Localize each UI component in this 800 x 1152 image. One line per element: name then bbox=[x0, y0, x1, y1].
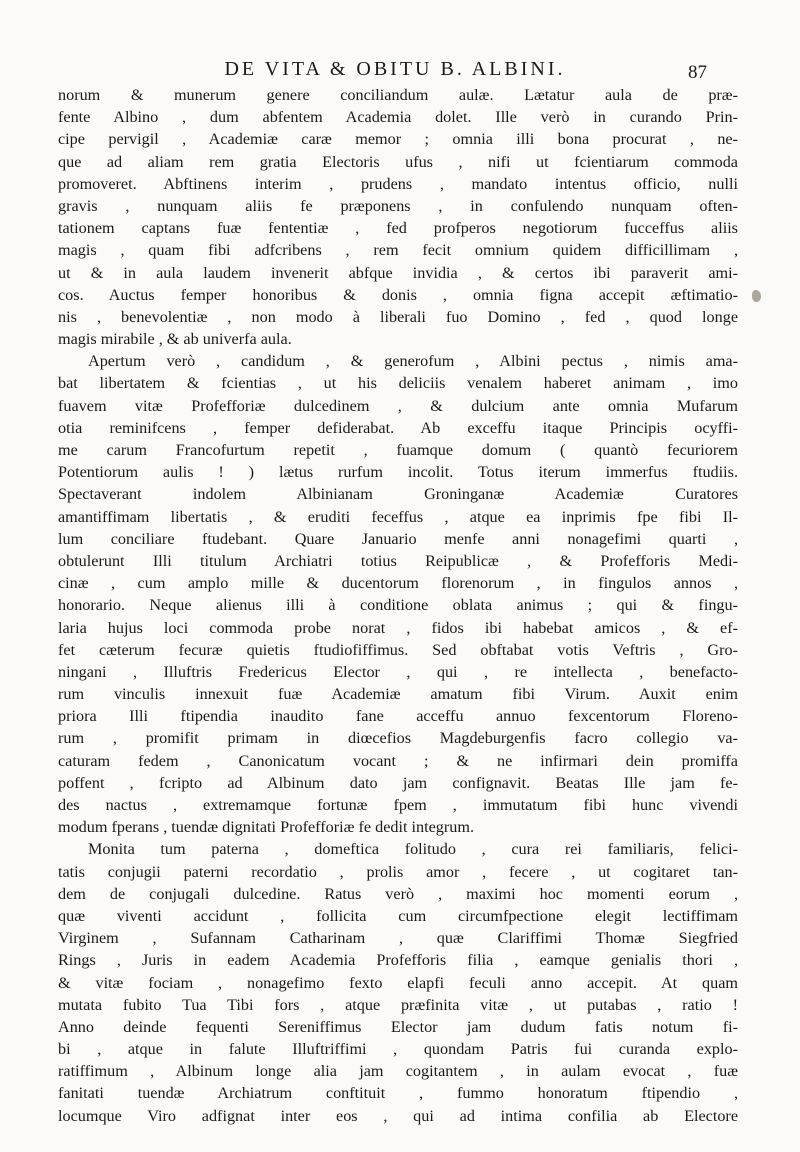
text-line: lum conciliare ftudebant. Quare Januario menfe anni nonagefimi quarti , bbox=[58, 529, 738, 548]
text-line: ut & in aula laudem invenerit abfque invidia , & certos ibi paraverit ami- bbox=[58, 263, 738, 282]
text-line: rum vinculis innexuit fuæ Academiæ amatum fibi Virum. Auxit enim bbox=[58, 685, 738, 704]
text-line: Potentiorum aulis ! ) lætus rurfum incolit. Totus iterum immerfus ftudiis. bbox=[58, 463, 738, 482]
text-line: amantiffimam libertatis , & eruditi feceffus , atque ea inprimis fpe fibi Il- bbox=[58, 507, 738, 526]
text-line: bi , atque in falute Illuftriffimi , quondam Patris fui curanda explo- bbox=[58, 1040, 738, 1059]
text-line: magis , quam fibi adfcribens , rem fecit omnium quidem difficillimam , bbox=[58, 241, 738, 260]
text-line: mutata fubito Tua Tibi fors , atque præfinita vitæ , ut putabas , ratio ! bbox=[58, 995, 738, 1014]
text-line: quæ viventi accidunt , follicita cum circumfpectione elegit lectiffimam bbox=[58, 906, 738, 925]
text-line: obtulerunt Illi titulum Archiatri totius Reipublicæ , & Profefforis Medi- bbox=[58, 551, 738, 570]
text-line: modum fperans , tuendæ dignitati Profefforiæ fe dedit integrum. bbox=[58, 818, 474, 837]
text-line: promoveret. Abftinens interim , prudens , mandato intentus officio, nulli bbox=[58, 174, 738, 193]
text-line: fet cæterum fecuræ quietis ftudiofiffimus. Sed obftabat votis Veftris , Gro- bbox=[58, 640, 738, 659]
text-line: norum & munerum genere conciliandum aulæ. Lætatur aula de præ- bbox=[58, 86, 738, 104]
text-line: Virginem , Sufannam Catharinam , quæ Clariffimi Thomæ Siegfried bbox=[58, 929, 738, 948]
text-line: Spectaverant indolem Albinianam Groninganæ Academiæ Curatores bbox=[58, 485, 738, 504]
text-line: laria hujus loci commoda probe norat , fidos ibi habebat amicos , & ef- bbox=[58, 618, 738, 637]
text-line: cipe pervigil , Academiæ caræ memor ; omnia illi bona procurat , ne- bbox=[58, 130, 738, 149]
text-line: fanitati tuendæ Archiatrum conftituit , fummo honoratum ftipendio , bbox=[58, 1084, 738, 1103]
text-line: fuavem vitæ Profefforiæ dulcedinem , & dulcium ante omnia Mufarum bbox=[58, 396, 738, 415]
text-line: bat libertatem & fcientias , ut his deliciis venalem haberet animam , imo bbox=[58, 374, 738, 393]
text-line: Apertum verò , candidum , & generofum , Albini pectus , nimis ama- bbox=[88, 352, 738, 371]
text-line: priora Illi ftipendia inaudito fane acceffu annuo fexcentorum Floreno- bbox=[58, 707, 738, 726]
text-line: que ad aliam rem gratia Electoris ufus , nifi ut fcientiarum commoda bbox=[58, 152, 738, 171]
text-line: Anno deinde fequenti Sereniffimus Elector jam dudum fatis notum fi- bbox=[58, 1017, 738, 1036]
text-line: tationem captans fuæ fententiæ , fed profperos negotiorum fucceffus aliis bbox=[58, 219, 738, 238]
text-line: ningani , Illuftris Fredericus Elector , qui , re intellecta , benefacto- bbox=[58, 662, 738, 681]
running-head: DE VITA & OBITU B. ALBINI. bbox=[224, 58, 566, 80]
text-line: fente Albino , dum abfentem Academia dolet. Ille verò in curando Prin- bbox=[58, 108, 738, 127]
text-line: poffent , fcripto ad Albinum dato jam confignavit. Beatas Ille jam fe- bbox=[58, 773, 738, 792]
page-number: 87 bbox=[688, 62, 707, 83]
text-line: nis , benevolentiæ , non modo à liberali fuo Domino , fed , quod longe bbox=[58, 307, 738, 326]
text-line: honorario. Neque alienus illi à conditione oblata animus ; qui & fingu- bbox=[58, 596, 738, 615]
text-line: magis mirabile , & ab univerfa aula. bbox=[58, 330, 292, 349]
text-line: me carum Francofurtum repetit , fuamque domum ( quantò fecuriorem bbox=[58, 441, 738, 459]
text-line: ratiffimum , Albinum longe alia jam cogitantem , in aulam evocat , fuæ bbox=[58, 1062, 738, 1081]
text-line: Rings , Juris in eadem Academia Profefforis filia , eamque genialis thori , bbox=[58, 951, 738, 970]
text-line: otia reminifcens , femper defiderabat. Ab exceffu itaque Principis ocyffi- bbox=[58, 418, 738, 437]
body-text bbox=[58, 84, 738, 1127]
text-line: Monita tum paterna , domeftica folitudo , cura rei familiaris, felici- bbox=[88, 840, 738, 859]
text-line: cinæ , cum amplo mille & ducentorum florenorum , in fingulos annos , bbox=[58, 574, 738, 593]
text-line: tatis conjugii paterni recordatio , prolis amor , fecere , ut cogitaret tan- bbox=[58, 862, 738, 881]
text-line: & vitæ fociam , nonagefimo fexto elapfi feculi anno accepit. At quam bbox=[58, 973, 738, 992]
text-line: dem de conjugali dulcedine. Ratus verò , maximi hoc momenti eorum , bbox=[58, 884, 738, 903]
text-line: cos. Auctus femper honoribus & donis , omnia figna accepit æftimatio- bbox=[58, 285, 738, 304]
text-line: gravis , nunquam aliis fe præponens , in confulendo nunquam often- bbox=[58, 196, 738, 215]
ink-blot bbox=[752, 290, 761, 302]
text-line: rum , promifit primam in diœcefios Magdeburgenfis facro collegio va- bbox=[58, 729, 738, 748]
text-line: des nactus , extremamque fortunæ fpem , immutatum fibi hunc vivendi bbox=[58, 796, 738, 814]
text-line: locumque Viro adfignat inter eos , qui ad intima confilia ab Electore bbox=[58, 1106, 738, 1125]
text-line: caturam fedem , Canonicatum vocant ; & ne infirmari dein promiffa bbox=[58, 751, 738, 770]
